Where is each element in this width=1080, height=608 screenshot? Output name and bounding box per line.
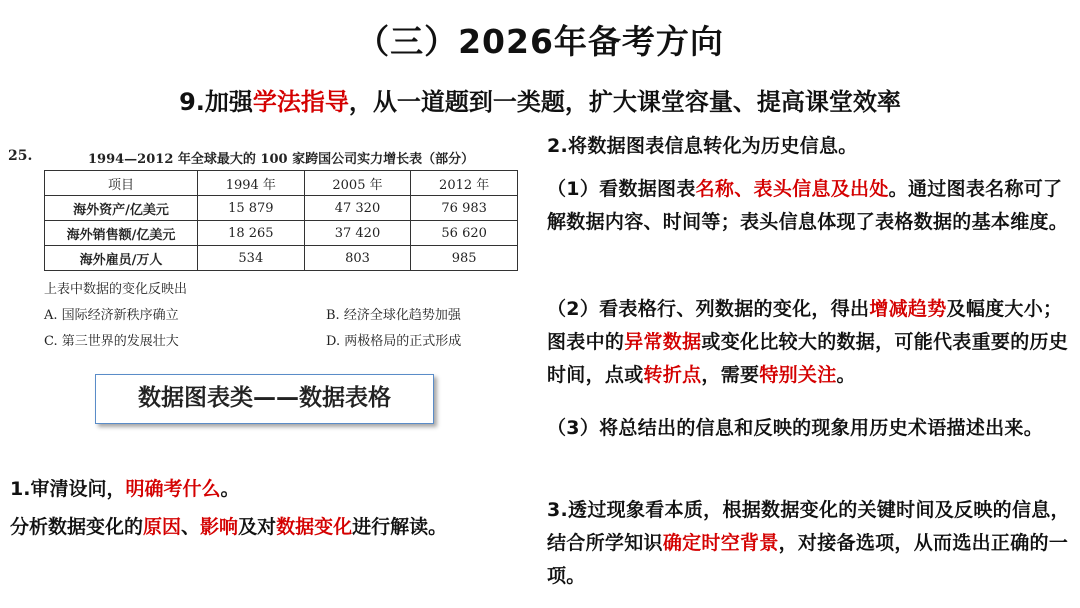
table-cell: 803 — [304, 246, 411, 271]
table-header-cell: 2012 年 — [411, 171, 518, 196]
right-note-p3 — [547, 293, 1072, 392]
table-cell: 海外销售额/亿美元 — [45, 221, 198, 246]
right-note-p1: 2.将数据图表信息转化为历史信息。 — [547, 135, 858, 157]
table-header-cell: 2005 年 — [304, 171, 411, 196]
table-cell: 海外资产/亿美元 — [45, 196, 198, 221]
right-note-p3-highlight: 特别关注 — [759, 364, 837, 386]
subtitle-highlight: 学法指导 — [252, 88, 349, 116]
table-cell: 47 320 — [304, 196, 411, 221]
table-cell: 56 620 — [411, 221, 518, 246]
right-note-p2-highlight: 名称、表头信息及出处 — [695, 178, 889, 200]
left-note-2-highlight: 数据变化 — [276, 516, 353, 538]
table-cell: 534 — [198, 246, 305, 271]
table-header-cell: 1994 年 — [198, 171, 305, 196]
data-table — [44, 170, 518, 271]
table-cell: 18 265 — [198, 221, 305, 246]
table-cell: 15 879 — [198, 196, 305, 221]
left-note-2-part: 分析数据变化的 — [10, 516, 144, 538]
left-note-2-part: 进行解读。 — [352, 516, 448, 538]
table-row — [45, 221, 518, 246]
left-note-2 — [10, 512, 447, 539]
option-d: D. 两极格局的正式形成 — [326, 334, 462, 349]
table-cell: 985 — [411, 246, 518, 271]
right-note-p3-highlight: 转折点 — [643, 364, 702, 386]
right-note-p3-part: 或变化比较大的数据，可能代表重要的历史时间，点或 — [547, 331, 1069, 386]
option-c: C. 第三世界的发展壮大 — [44, 334, 179, 349]
table-header-row — [45, 171, 518, 196]
right-note-p2 — [547, 173, 1072, 239]
left-note-1-highlight: 明确考什么 — [125, 478, 221, 500]
question-stem: 上表中数据的变化反映出 — [44, 282, 188, 297]
table-row — [45, 196, 518, 221]
right-note-p3-highlight: 增减趋势 — [869, 298, 947, 320]
left-note-1-prefix: 1.审清设问， — [10, 478, 126, 500]
right-note-p3-part: ，需要 — [701, 364, 760, 386]
category-tag-box: 数据图表类——数据表格 — [95, 374, 434, 424]
subtitle-prefix: 9.加强 — [179, 88, 253, 116]
right-note-p4: （3）将总结出的信息和反映的现象用历史术语描述出来。 — [547, 417, 1044, 439]
question-scan — [8, 146, 528, 356]
left-note-2-part: 、 — [181, 516, 201, 538]
table-row — [45, 246, 518, 271]
table-cell: 海外雇员/万人 — [45, 246, 198, 271]
table-title: 1994—2012 年全球最大的 100 家跨国公司实力增长表（部分） — [88, 152, 475, 167]
table-header-cell: 项目 — [45, 171, 198, 196]
question-number: 25. — [8, 148, 33, 164]
right-note-p5-part: ，对接备选项，从而选出正确的一项。 — [547, 532, 1069, 587]
right-note-p3-part: （2）看表格行、列数据的变化，得出 — [547, 298, 870, 320]
subtitle-suffix: ，从一道题到一类题，扩大课堂容量、提高课堂效率 — [348, 88, 901, 116]
option-a: A. 国际经济新秩序确立 — [44, 308, 179, 323]
left-note-2-part: 及对 — [238, 516, 277, 538]
table-cell: 76 983 — [411, 196, 518, 221]
left-note-1-suffix: 。 — [220, 478, 240, 500]
right-note-p5-highlight: 确定时空背景 — [662, 532, 779, 554]
option-b: B. 经济全球化趋势加强 — [326, 308, 461, 323]
right-note-p5-part: 3.透过现象看本质，根据数据变化的关键时间及反映的信息，结合所学知识 — [547, 499, 1070, 554]
right-note-p3-part: 及幅度大小；图表中的 — [547, 298, 1063, 353]
left-note-2-highlight: 影响 — [200, 516, 239, 538]
right-note-p3-part: 。 — [836, 364, 856, 386]
left-note-1 — [10, 474, 239, 501]
right-note-p3-highlight: 异常数据 — [624, 331, 702, 353]
table-cell: 37 420 — [304, 221, 411, 246]
page-title: （三）2026年备考方向 — [356, 22, 724, 61]
right-note-p2-part: 。通过图表名称可了解数据内容、时间等；表头信息体现了表格数据的基本维度。 — [547, 178, 1069, 233]
left-note-2-highlight: 原因 — [143, 516, 182, 538]
right-note-p5 — [547, 494, 1072, 593]
right-note-p2-part: （1）看数据图表 — [547, 178, 696, 200]
page-subtitle — [0, 82, 1080, 117]
